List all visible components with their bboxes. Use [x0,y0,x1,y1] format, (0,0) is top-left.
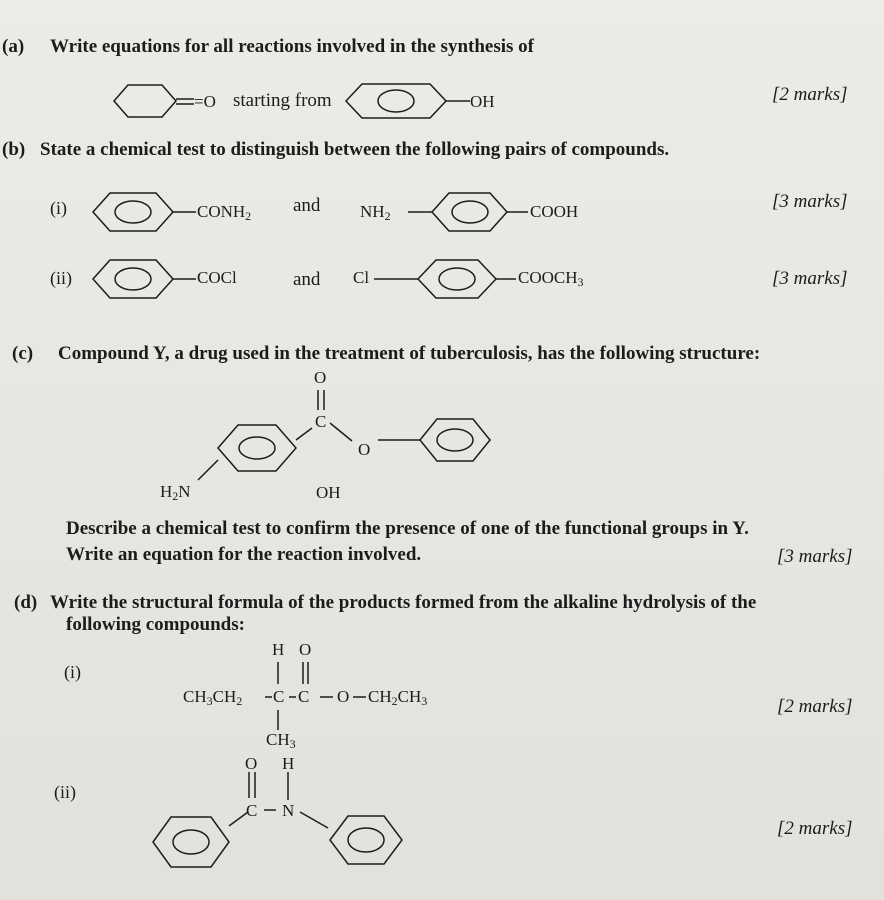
hydroxyl-label: OH [470,92,495,111]
and-text: and [293,269,321,290]
ethyl-chain-left-label: $CH_3CH_2$ [183,687,243,708]
ester-oxygen-label: O [358,440,371,459]
methyl-ester-label: $COOCH_3$ [518,268,584,289]
part-b-ii-marks: [3 marks] [772,268,848,289]
part-d-ii-marks: [2 marks] [777,818,853,839]
ester-oxygen-label: O [337,687,350,706]
part-d-i-label: (i) [64,662,81,682]
benzene-ring [218,425,296,471]
benzene-ring [432,193,507,231]
part-b-i-marks: [3 marks] [772,191,848,212]
carbonyl-carbon-label: C [246,801,258,820]
part-c-line1: Describe a chemical test to confirm the presence of one of the functional groups in Y. [66,518,749,539]
part-d-ii-label: (ii) [54,782,76,802]
starting-from-text: starting from [233,90,332,111]
carbonyl-oxygen-label: O [245,754,258,773]
part-a-marks: [2 marks] [772,84,848,105]
carbonyl-carbon-label: C [298,687,310,706]
ethyl-chain-right-label: $CH_2CH_3$ [368,687,428,708]
part-d-question-line2: following compounds: [66,614,245,635]
part-a-label: (a) [2,36,25,57]
part-b-question: State a chemical test to distinguish between the following pairs of compounds. [40,139,670,160]
part-d-question-line1: Write the structural formula of the products formed from the alkaline hydrolysis of the [50,592,757,613]
part-d-label: (d) [14,592,38,613]
amide-hydrogen-label: H [282,754,295,773]
amide-nitrogen-label: N [282,801,295,820]
part-c-label: (c) [12,343,34,364]
part-b-label: (b) [2,139,26,160]
hydroxyl-label: OH [316,483,341,502]
part-b-i-label: (i) [50,198,67,218]
carbonyl-carbon-label: C [315,412,327,431]
acyl-chloride-label: COCl [197,268,237,287]
carbonyl-oxygen-label: O [314,368,327,387]
part-c-line2: Write an equation for the reaction involved. [66,544,422,565]
part-c-marks: [3 marks] [777,546,853,567]
alpha-carbon-label: C [273,687,285,706]
carboxyl-group-label: COOH [530,202,579,221]
benzene-ring [153,817,229,867]
and-text: and [293,195,321,216]
part-d-i-marks: [2 marks] [777,696,853,717]
benzene-ring [346,84,446,118]
amino-group-label: $H_2N$ [160,482,191,503]
carbonyl-oxygen-label: O [299,640,312,659]
ketone-oxygen-label: =O [194,92,216,111]
benzene-ring [330,816,402,864]
amide-group-label: $CONH_2$ [197,202,252,223]
cyclohexane-ring [114,85,176,117]
benzene-ring [93,193,173,231]
part-a-question: Write equations for all reactions involved in the synthesis of [50,36,534,57]
part-b-ii-label: (ii) [50,268,72,288]
methyl-label: $CH_3$ [266,730,296,751]
benzene-ring [93,260,173,298]
benzene-ring [420,419,490,461]
chloro-label: Cl [353,268,370,287]
part-c-question: Compound Y, a drug used in the treatment of tuberculosis, has the following structure: [58,343,761,364]
benzene-ring [418,260,496,298]
hydrogen-label: H [272,640,285,659]
amino-group-label: $NH_2$ [360,202,391,223]
